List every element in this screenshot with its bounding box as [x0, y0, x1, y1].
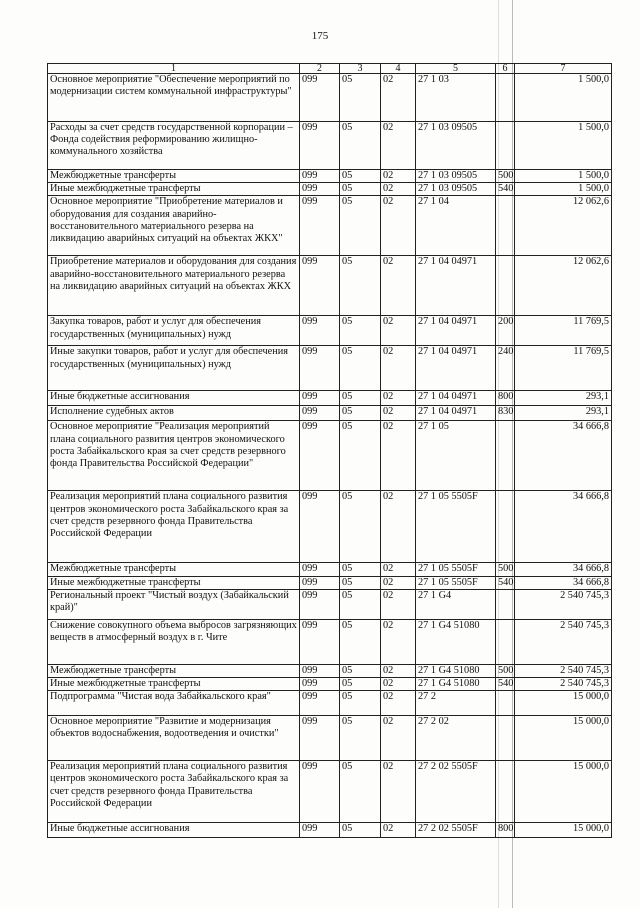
amount: 1 500,0	[515, 122, 612, 170]
item-name: Основное мероприятие "Реализация мероприятий плана социального развития центров экономического роста Забайкальского края за счет средств резервного фонда Правительства Российской Федерации"	[48, 421, 300, 491]
admin-code: 099	[300, 491, 340, 563]
table-row	[48, 716, 612, 761]
subsection-code: 02	[381, 421, 416, 491]
section-code: 05	[340, 256, 381, 316]
subsection-code: 02	[381, 716, 416, 761]
table-row	[48, 691, 612, 716]
column-header: 1	[48, 64, 300, 74]
subsection-code: 02	[381, 823, 416, 838]
target-article: 27 1 03 09505	[416, 183, 496, 196]
target-article: 27 1 G4 51080	[416, 619, 496, 664]
expense-type	[496, 491, 515, 563]
target-article: 27 1 03 09505	[416, 170, 496, 183]
expense-type	[496, 716, 515, 761]
section-code: 05	[340, 391, 381, 406]
expense-type	[496, 691, 515, 716]
admin-code: 099	[300, 576, 340, 589]
expense-type: 540	[496, 678, 515, 691]
section-code: 05	[340, 761, 381, 823]
expense-type	[496, 761, 515, 823]
item-name: Основное мероприятие "Развитие и модернизация объектов водоснабжения, водоотведения и очистки"	[48, 716, 300, 761]
table-row	[48, 316, 612, 346]
target-article: 27 1 04	[416, 196, 496, 256]
section-code: 05	[340, 316, 381, 346]
section-code: 05	[340, 346, 381, 391]
item-name: Иные закупки товаров, работ и услуг для обеспечения государственных (муниципальных) нужд	[48, 346, 300, 391]
section-code: 05	[340, 589, 381, 619]
section-code: 05	[340, 196, 381, 256]
admin-code: 099	[300, 196, 340, 256]
section-code: 05	[340, 576, 381, 589]
table-row	[48, 823, 612, 838]
target-article: 27 1 04 04971	[416, 256, 496, 316]
amount: 15 000,0	[515, 716, 612, 761]
target-article: 27 1 05 5505F	[416, 576, 496, 589]
expense-type: 500	[496, 664, 515, 677]
item-name: Межбюджетные трансферты	[48, 563, 300, 576]
expense-type	[496, 256, 515, 316]
section-code: 05	[340, 122, 381, 170]
admin-code: 099	[300, 823, 340, 838]
subsection-code: 02	[381, 664, 416, 677]
amount: 34 666,8	[515, 421, 612, 491]
section-code: 05	[340, 691, 381, 716]
target-article: 27 1 05 5505F	[416, 563, 496, 576]
item-name: Исполнение судебных актов	[48, 406, 300, 421]
admin-code: 099	[300, 183, 340, 196]
subsection-code: 02	[381, 619, 416, 664]
amount: 34 666,8	[515, 491, 612, 563]
subsection-code: 02	[381, 183, 416, 196]
section-code: 05	[340, 183, 381, 196]
amount: 11 769,5	[515, 316, 612, 346]
expense-type: 200	[496, 316, 515, 346]
item-name: Снижение совокупного объема выбросов загрязняющих веществ в атмосферный воздух в г. Чите	[48, 619, 300, 664]
target-article: 27 1 04 04971	[416, 406, 496, 421]
table-row	[48, 391, 612, 406]
subsection-code: 02	[381, 491, 416, 563]
item-name: Реализация мероприятий плана социального развития центров экономического роста Забайкальского края за счет средств резервного фонда Правительства Российской Федерации	[48, 761, 300, 823]
amount: 15 000,0	[515, 761, 612, 823]
table-row	[48, 256, 612, 316]
admin-code: 099	[300, 716, 340, 761]
subsection-code: 02	[381, 406, 416, 421]
section-code: 05	[340, 563, 381, 576]
amount: 15 000,0	[515, 691, 612, 716]
amount: 1 500,0	[515, 74, 612, 122]
subsection-code: 02	[381, 346, 416, 391]
item-name: Межбюджетные трансферты	[48, 170, 300, 183]
column-header: 7	[515, 64, 612, 74]
subsection-code: 02	[381, 196, 416, 256]
item-name: Иные бюджетные ассигнования	[48, 391, 300, 406]
subsection-code: 02	[381, 316, 416, 346]
section-code: 05	[340, 664, 381, 677]
admin-code: 099	[300, 170, 340, 183]
target-article: 27 1 G4 51080	[416, 678, 496, 691]
table-row	[48, 576, 612, 589]
admin-code: 099	[300, 421, 340, 491]
target-article: 27 1 05	[416, 421, 496, 491]
admin-code: 099	[300, 122, 340, 170]
table-row	[48, 678, 612, 691]
item-name: Основное мероприятие "Приобретение материалов и оборудования для создания аварийно-восстановительного материального резерва на ликвидацию аварийных ситуаций на объектах ЖКХ"	[48, 196, 300, 256]
admin-code: 099	[300, 316, 340, 346]
header-row	[48, 64, 612, 74]
expense-type: 500	[496, 563, 515, 576]
item-name: Иные бюджетные ассигнования	[48, 823, 300, 838]
expense-type	[496, 619, 515, 664]
admin-code: 099	[300, 691, 340, 716]
admin-code: 099	[300, 563, 340, 576]
admin-code: 099	[300, 346, 340, 391]
expense-type	[496, 421, 515, 491]
amount: 2 540 745,3	[515, 619, 612, 664]
target-article: 27 2 02	[416, 716, 496, 761]
item-name: Региональный проект "Чистый воздух (Забайкальский край)"	[48, 589, 300, 619]
target-article: 27 1 05 5505F	[416, 491, 496, 563]
column-header: 6	[496, 64, 515, 74]
amount: 2 540 745,3	[515, 589, 612, 619]
expense-type: 800	[496, 391, 515, 406]
amount: 12 062,6	[515, 256, 612, 316]
table-row	[48, 491, 612, 563]
target-article: 27 1 03	[416, 74, 496, 122]
section-code: 05	[340, 170, 381, 183]
table-row	[48, 421, 612, 491]
table-row	[48, 761, 612, 823]
item-name: Межбюджетные трансферты	[48, 664, 300, 677]
table-row	[48, 664, 612, 677]
amount: 12 062,6	[515, 196, 612, 256]
target-article: 27 1 G4 51080	[416, 664, 496, 677]
section-code: 05	[340, 716, 381, 761]
subsection-code: 02	[381, 170, 416, 183]
target-article: 27 1 04 04971	[416, 346, 496, 391]
item-name: Подпрограмма "Чистая вода Забайкальского края"	[48, 691, 300, 716]
admin-code: 099	[300, 664, 340, 677]
target-article: 27 2 02 5505F	[416, 823, 496, 838]
expense-type: 540	[496, 183, 515, 196]
expense-type	[496, 589, 515, 619]
item-name: Иные межбюджетные трансферты	[48, 678, 300, 691]
item-name: Реализация мероприятий плана социального развития центров экономического роста Забайкальского края за счет средств резервного фонда Правительства Российской Федерации	[48, 491, 300, 563]
section-code: 05	[340, 74, 381, 122]
subsection-code: 02	[381, 122, 416, 170]
table-row	[48, 122, 612, 170]
admin-code: 099	[300, 589, 340, 619]
section-code: 05	[340, 619, 381, 664]
table-row	[48, 183, 612, 196]
item-name: Расходы за счет средств государственной корпорации – Фонда содействия реформированию жилищно-коммунального хозяйства	[48, 122, 300, 170]
subsection-code: 02	[381, 576, 416, 589]
subsection-code: 02	[381, 563, 416, 576]
admin-code: 099	[300, 256, 340, 316]
expense-type: 800	[496, 823, 515, 838]
admin-code: 099	[300, 74, 340, 122]
table-row	[48, 74, 612, 122]
amount: 293,1	[515, 391, 612, 406]
amount: 34 666,8	[515, 576, 612, 589]
amount: 2 540 745,3	[515, 678, 612, 691]
expense-type: 240	[496, 346, 515, 391]
target-article: 27 1 04 04971	[416, 391, 496, 406]
section-code: 05	[340, 678, 381, 691]
table-row	[48, 563, 612, 576]
column-header: 4	[381, 64, 416, 74]
admin-code: 099	[300, 391, 340, 406]
amount: 15 000,0	[515, 823, 612, 838]
subsection-code: 02	[381, 256, 416, 316]
subsection-code: 02	[381, 678, 416, 691]
expense-type: 500	[496, 170, 515, 183]
target-article: 27 1 G4	[416, 589, 496, 619]
item-name: Иные межбюджетные трансферты	[48, 183, 300, 196]
amount: 1 500,0	[515, 183, 612, 196]
subsection-code: 02	[381, 691, 416, 716]
expense-type	[496, 196, 515, 256]
admin-code: 099	[300, 761, 340, 823]
admin-code: 099	[300, 678, 340, 691]
column-header: 5	[416, 64, 496, 74]
expense-type: 830	[496, 406, 515, 421]
admin-code: 099	[300, 619, 340, 664]
subsection-code: 02	[381, 74, 416, 122]
item-name: Основное мероприятие "Обеспечение мероприятий по модернизации систем коммунальной инфраструктуры"	[48, 74, 300, 122]
section-code: 05	[340, 421, 381, 491]
target-article: 27 2 02 5505F	[416, 761, 496, 823]
target-article: 27 2	[416, 691, 496, 716]
item-name: Закупка товаров, работ и услуг для обеспечения государственных (муниципальных) нужд	[48, 316, 300, 346]
amount: 11 769,5	[515, 346, 612, 391]
table-row	[48, 589, 612, 619]
expense-type	[496, 74, 515, 122]
amount: 1 500,0	[515, 170, 612, 183]
amount: 293,1	[515, 406, 612, 421]
section-code: 05	[340, 823, 381, 838]
target-article: 27 1 04 04971	[416, 316, 496, 346]
subsection-code: 02	[381, 761, 416, 823]
section-code: 05	[340, 406, 381, 421]
column-header: 2	[300, 64, 340, 74]
budget-table	[47, 63, 612, 838]
column-header: 3	[340, 64, 381, 74]
subsection-code: 02	[381, 589, 416, 619]
subsection-code: 02	[381, 391, 416, 406]
expense-type: 540	[496, 576, 515, 589]
section-code: 05	[340, 491, 381, 563]
table-row	[48, 196, 612, 256]
table-row	[48, 406, 612, 421]
item-name: Иные межбюджетные трансферты	[48, 576, 300, 589]
page-number: 175	[311, 30, 329, 42]
table-row	[48, 170, 612, 183]
amount: 34 666,8	[515, 563, 612, 576]
expense-type	[496, 122, 515, 170]
item-name: Приобретение материалов и оборудования для создания аварийно-восстановительного материального резерва на ликвидацию аварийных ситуаций на объектах ЖКХ	[48, 256, 300, 316]
table-row	[48, 346, 612, 391]
amount: 2 540 745,3	[515, 664, 612, 677]
table-row	[48, 619, 612, 664]
admin-code: 099	[300, 406, 340, 421]
target-article: 27 1 03 09505	[416, 122, 496, 170]
